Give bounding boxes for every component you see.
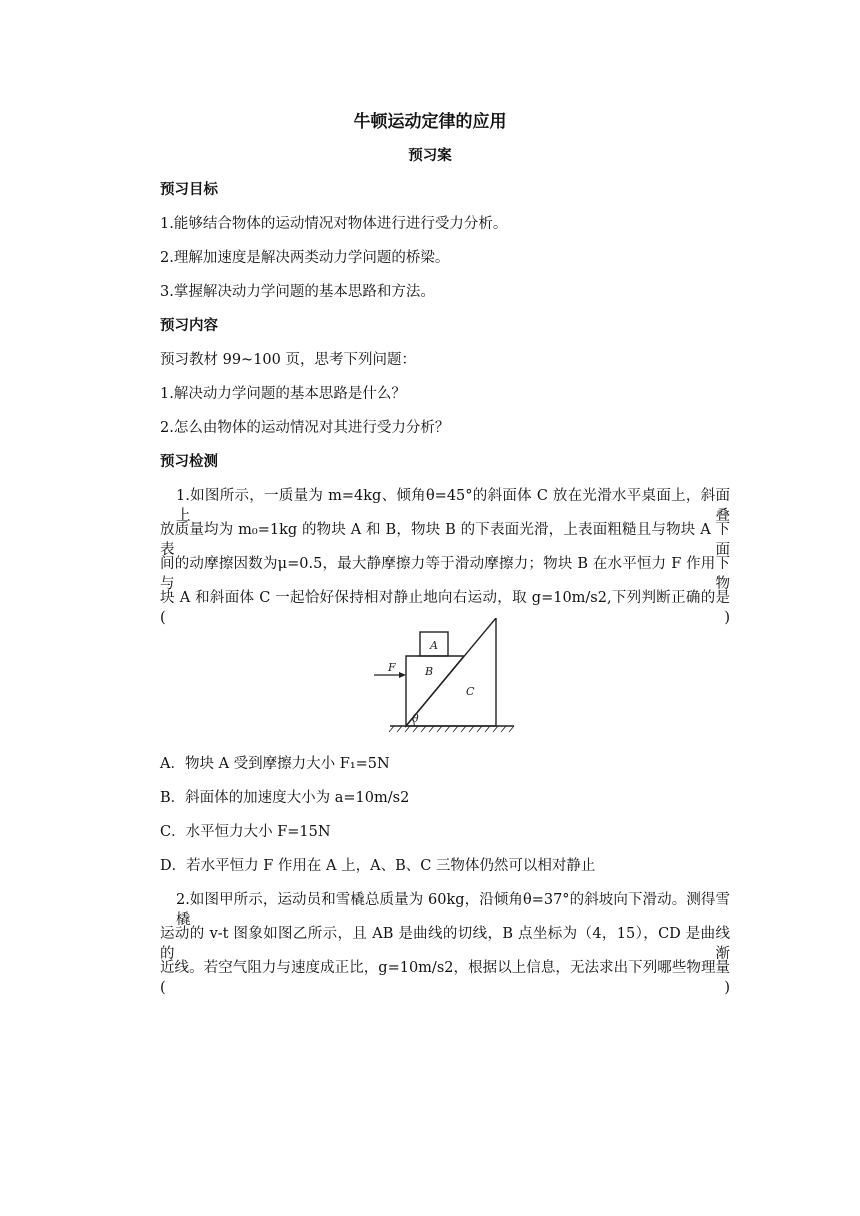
check-heading: 预习检测 (160, 454, 218, 470)
content-item-2: 2.怎么由物体的运动情况对其进行受力分析？ (160, 420, 450, 436)
q1-option-a: A．物块 A 受到摩擦力大小 F₁=5N (160, 756, 390, 772)
label-a: A (430, 639, 438, 652)
q1-option-c: C．水平恒力大小 F=15N (160, 824, 331, 840)
goal-item-1: 1.能够结合物体的运动情况对物体进行进行受力分析。 (160, 216, 508, 232)
q2-line-2: 运动的 v-t 图象如图乙所示，且 AB 是曲线的切线，B 点坐标为（4，15），CD 是曲线的渐 (160, 926, 730, 962)
q2-line-3: 近线。若空气阻力与速度成正比，g=10m/s2，根据以上信息，无法求出下列哪些物理量( ) (160, 960, 730, 996)
q1-figure (368, 618, 520, 746)
q2-line-1: 2.如图甲所示，运动员和雪橇总质量为 60kg，沿倾角θ=37°的斜坡向下滑动。测得雪橇 (176, 892, 730, 928)
incline-diagram (368, 618, 520, 742)
q1-option-b: B．斜面体的加速度大小为 a=10m/s2 (160, 790, 410, 806)
q1-line-1: 1.如图所示，一质量为 m=4kg、倾角θ=45°的斜面体 C 放在光滑水平桌面上，斜面上叠 (176, 488, 730, 524)
goal-item-3: 3.掌握解决动力学问题的基本思路和方法。 (160, 284, 435, 300)
goal-item-2: 2.理解加速度是解决两类动力学问题的桥梁。 (160, 250, 450, 266)
label-f: F (388, 661, 396, 674)
page-subtitle: 预习案 (408, 148, 452, 164)
content-item-1: 1.解决动力学问题的基本思路是什么？ (160, 386, 406, 402)
label-c: C (466, 685, 475, 698)
q1-line-4: 块 A 和斜面体 C 一起恰好保持相对静止地向右运动，取 g=10m/s2,下列判断正确的是( ) (160, 590, 730, 626)
q1-line-2: 放质量均为 m₀=1kg 的物块 A 和 B，物块 B 的下表面光滑，上表面粗糙且与物块 A 下表面 (160, 522, 730, 558)
q1-line-3: 间的动摩擦因数为μ=0.5，最大静摩擦力等于滑动摩擦力；物块 B 在水平恒力 F 作用下与物 (160, 556, 730, 592)
label-b: B (425, 665, 434, 678)
content-heading: 预习内容 (160, 318, 218, 334)
q1-option-d: D．若水平恒力 F 作用在 A 上，A、B、C 三物体仍然可以相对静止 (160, 858, 596, 874)
ground-hatching (389, 726, 514, 732)
page-title: 牛顿运动定律的应用 (353, 112, 507, 132)
content-intro: 预习教材 99~100 页，思考下列问题： (160, 352, 416, 368)
goals-heading: 预习目标 (160, 182, 218, 198)
label-theta: θ (412, 712, 419, 725)
